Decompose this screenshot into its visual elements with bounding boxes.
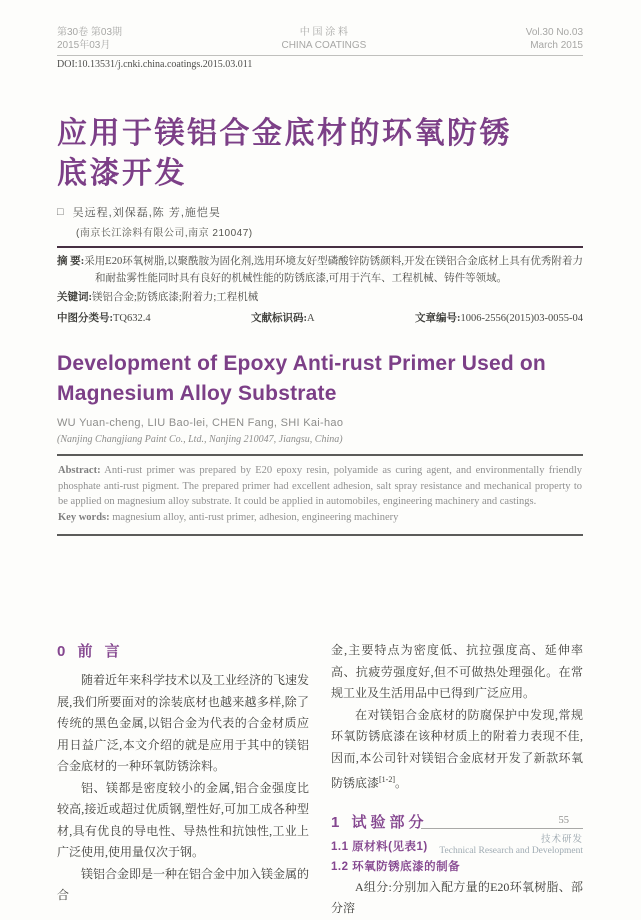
abstract-cn	[57, 254, 583, 287]
footer-dept-cn: 技术研发	[540, 834, 583, 845]
paragraph: 金,主要特点为密度低、抗拉强度高、延伸率高、抗疲劳强度好,但不可做热处理强化。在常规工业及生活用品中已得到广泛应用。	[331, 643, 583, 700]
journal-volume-en: Vol.30 No.03	[525, 27, 583, 38]
keywords-en	[58, 510, 582, 526]
journal-name-en: CHINA COATINGS	[281, 40, 367, 51]
footer-divider	[421, 828, 583, 829]
journal-date-cn: 2015年03月	[57, 40, 111, 51]
abstract-en-label: Abstract:	[58, 465, 101, 476]
document-code-label: 文献标识码:	[251, 313, 308, 324]
reference-marker: [1-2]	[379, 775, 396, 784]
article-id-label: 文章编号:	[415, 313, 461, 324]
journal-date-en: March 2015	[530, 40, 583, 51]
journal-volume-cn: 第30卷 第03期	[57, 27, 123, 38]
abstract-en-box	[57, 454, 583, 536]
left-column	[57, 640, 309, 920]
clc-number	[57, 310, 151, 325]
abstract-en	[58, 463, 582, 510]
affiliation-cn: (南京长江涂料有限公司,南京 210047)	[76, 228, 253, 239]
keywords-cn	[57, 290, 583, 306]
authors-cn	[57, 204, 583, 220]
section-heading-1: 1 试验部分	[331, 813, 428, 831]
document-code	[251, 310, 315, 325]
doi-text: DOI:10.13531/j.cnki.china.coatings.2015.03.011	[57, 59, 253, 70]
abstract-cn-label: 摘 要:	[57, 256, 85, 267]
paragraph: 铝、镁都是密度较小的金属,铝合金强度比较高,接近或超过优质钢,塑性好,可加工成各种型材,具有优良的导电性、导热性和抗蚀性,工业上广泛使用,使用量仅次于钢。	[57, 780, 309, 859]
paragraph: A组分:分别加入配方量的E20环氧树脂、部分溶	[331, 879, 583, 915]
keywords-en-text: magnesium alloy, anti-rust primer, adhesion, engineering machinery	[109, 511, 399, 523]
subsection-1-1: 1.1 原材料(见表1)	[331, 840, 428, 853]
abstract-top-rule	[57, 246, 583, 248]
article-id-value: 1006-2556(2015)03-0055-04	[460, 313, 583, 324]
abstract-cn-text: 采用E20环氧树脂,以聚酰胺为固化剂,选用环境友好型磷酸锌防锈颜料,开发在镁铝合金底材上具有优秀附着力和耐盐雾性能同时具有良好的机械性能的防锈底漆,可用于汽车、工程机械、铸件等领域。	[84, 256, 583, 284]
journal-name-cn: 中 国 涂 料	[299, 27, 349, 38]
masthead-left	[57, 26, 122, 52]
subsection-1-2: 1.2 环氧防锈底漆的制备	[331, 860, 461, 873]
paragraph-text: 在对镁铝合金底材的防腐保护中发现,常规环氧防锈底漆在该种材质上的附着力表现不佳,因而,本公司针对镁铝合金底材开发了新款环氧防锈底漆	[331, 707, 583, 790]
article-title-cn: 应用于镁铝合金底材的环氧防锈底漆开发	[57, 117, 512, 190]
author-marker-icon: □	[57, 206, 65, 218]
authors-cn-names: 吴远程,刘保磊,陈 芳,施恺昊	[72, 207, 221, 219]
affiliation-en: (Nanjing Changjiang Paint Co., Ltd., Nanjing 210047, Jiangsu, China)	[57, 434, 343, 445]
document-code-value: A	[307, 313, 315, 324]
page-footer	[421, 815, 583, 856]
section-heading-0: 0 前 言	[57, 643, 124, 660]
article-id	[415, 310, 583, 325]
meta-row	[57, 310, 583, 325]
right-column	[331, 640, 583, 920]
masthead-right	[526, 26, 583, 52]
page-number: 55	[558, 815, 569, 826]
keywords-cn-text: 镁铝合金;防锈底漆;附着力;工程机械	[92, 292, 259, 303]
authors-en: WU Yuan-cheng, LIU Bao-lei, CHEN Fang, SHI Kai-hao	[57, 417, 344, 429]
paragraph: 随着近年来科学技术以及工业经济的飞速发展,我们所要面对的涂装底材也越来越多样,除了传统的黑色金属,以铝合金为代表的合金材质应用日益广泛,本文介绍的就是应用于其中的镁铝合金底材的一种环氧防锈涂料。	[57, 673, 310, 773]
footer-dept-en: Technical Research and Development	[439, 846, 583, 856]
body-columns	[57, 640, 583, 920]
clc-value: TQ632.4	[113, 313, 151, 324]
clc-label: 中图分类号:	[57, 313, 113, 324]
keywords-cn-label: 关键词:	[57, 292, 92, 303]
masthead-divider	[57, 55, 583, 56]
paragraph	[331, 705, 583, 795]
masthead-center	[281, 26, 366, 52]
paragraph-text: 。	[395, 776, 408, 790]
paragraph: 镁铝合金即是一种在铝合金中加入镁金属的合	[57, 866, 310, 902]
article-title-en: Development of Epoxy Anti-rust Primer Used on Magnesium Alloy Substrate	[57, 352, 546, 405]
journal-masthead	[57, 26, 583, 52]
keywords-en-label: Key words:	[58, 511, 110, 523]
abstract-en-text: Anti-rust primer was prepared by E20 epoxy resin, polyamide as curing agent, and environmentally friendly phosphate anti-rust pigment. The prepared primer had excellent adhesion, salt spray resistance and mechanical property to be applied on magnesium alloy substrate. It could be applied in automobiles, engineering machinery and castings.	[58, 465, 582, 507]
